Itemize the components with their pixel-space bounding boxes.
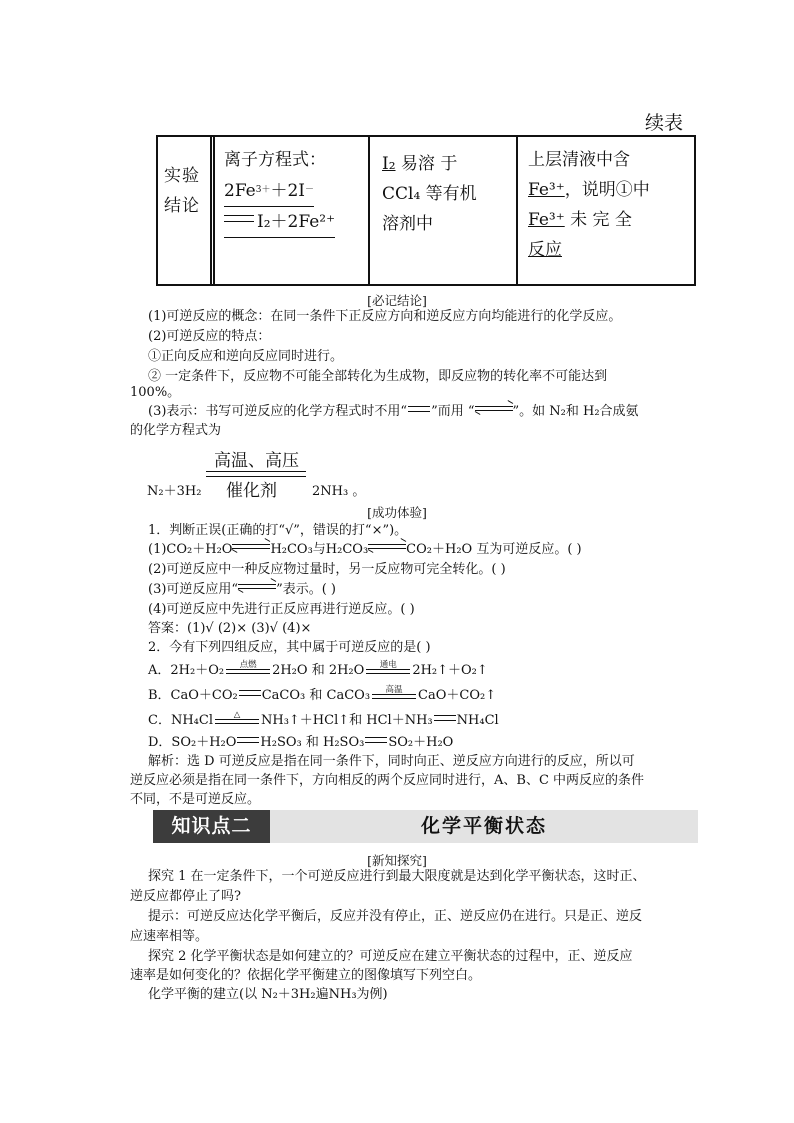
paragraph: 探究 2 化学平衡状态是如何建立的？可逆反应在建立平衡状态的过程中，正、逆反应 [148, 949, 633, 964]
paragraph: 速率是如何变化的？依据化学平衡建立的图像填写下列空白。 [130, 968, 482, 983]
question-item: (2)可逆反应中一种反应物过量时，另一反应物可完全转化。( ) [148, 562, 506, 577]
paragraph: 100%。 [130, 385, 181, 400]
section-tag-conclusion: [必记结论] [367, 293, 427, 308]
paragraph: 应速率相等。 [130, 929, 209, 944]
option-a: A．2H₂＋O₂ 点燃 2H₂O 和 2H₂O 通电 2H₂↑＋O₂↑ [148, 660, 488, 678]
option-d: D．SO₂＋H₂O H₂SO₃ 和 H₂SO₃ SO₂＋H₂O [148, 735, 454, 750]
explanation: 解析：选 D 可逆反应是指在同一条件下，同时向正、逆反应方向进行的反应，所以可 [148, 754, 635, 769]
equals-sign-icon [408, 406, 430, 412]
row-header: 实验结论 [164, 166, 200, 216]
solubility-cell: I₂ 易溶 于 CCl₄ 等有机 溶剂中 [382, 154, 477, 234]
answer: 答案：(1)√ (2)× (3)√ (4)× [148, 621, 312, 636]
section-label: 知识点二 [153, 810, 270, 843]
supernatant-cell: 上层清液中含 Fe³⁺，说明①中 Fe³⁺ 未 完 全 反应 [528, 150, 650, 260]
paragraph: 探究 1 在一定条件下，一个可逆反应进行到最大限度就是达到化学平衡状态，这时正、 [148, 869, 646, 884]
reversible-arrow-icon [475, 404, 513, 414]
question-item: (1)CO₂＋H₂O H₂CO₃与H₂CO₃ CO₂＋H₂O 互为可逆反应。( ) [148, 540, 582, 560]
paragraph: ①正向反应和逆向反应同时进行。 [148, 349, 344, 364]
option-c: C．NH₄Cl △ NH₃↑＋HCl↑和 HCl＋NH₃ NH₄Cl [148, 710, 499, 728]
paragraph: 的化学方程式为 [130, 423, 222, 438]
question: 1．判断正误(正确的打“√”，错误的打“×”)。 [148, 523, 408, 538]
ionic-equation-cell: 离子方程式： $2Fe^{3+}+2I^-$ I₂＋2Fe²⁺ [210, 137, 368, 284]
paragraph: ② 一定条件下，反应物不可能全部转化为生成物，即反应物的转化率不可能达到 [148, 369, 608, 384]
section-title: 化学平衡状态 [420, 815, 547, 837]
section-tag-practice: [成功体验] [367, 505, 427, 520]
paragraph: 提示：可逆反应达化学平衡后，反应并没有停止，正、逆反应仍在进行。只是正、逆反 [148, 909, 643, 924]
question-item: (4)可逆反应中先进行正反应再进行逆反应。( ) [148, 602, 415, 617]
section-tag-explore: [新知探究] [367, 853, 427, 868]
paragraph: 化学平衡的建立(以 N₂＋3H₂遍NH₃为例) [148, 987, 388, 1002]
option-b: B．CaO＋CO₂ CaCO₃ 和 CaCO₃ 高温 CaO＋CO₂↑ [148, 685, 497, 703]
equation-left: N₂＋3H₂ [147, 484, 202, 499]
paragraph: 逆反应都停止了吗? [130, 889, 241, 904]
question-item: (3)可逆反应用“ ”表示。( ) [148, 580, 336, 600]
paragraph: (3)表示：书写可逆反应的化学方程式时不用“ ”而用 “ ”。如 N₂和 H₂合成氨 [148, 402, 639, 422]
continued-table-label: 续表 [645, 112, 684, 134]
conclusion-table [156, 135, 696, 286]
paragraph: (2)可逆反应的特点： [148, 329, 271, 344]
equation-right: 2NH₃ 。 [312, 484, 366, 499]
question: 2．今有下列四组反应，其中属于可逆反应的是( ) [148, 640, 431, 655]
paragraph: (1)可逆反应的概念：在同一条件下正反应方向和逆反应方向均能进行的化学反应。 [148, 309, 622, 324]
explanation: 不同，不是可逆反应。 [130, 792, 261, 807]
section-banner [153, 810, 698, 843]
explanation: 逆反应必须是指在同一条件下，方向相反的两个反应同时进行，A、B、C 中两反应的条件 [130, 773, 645, 788]
